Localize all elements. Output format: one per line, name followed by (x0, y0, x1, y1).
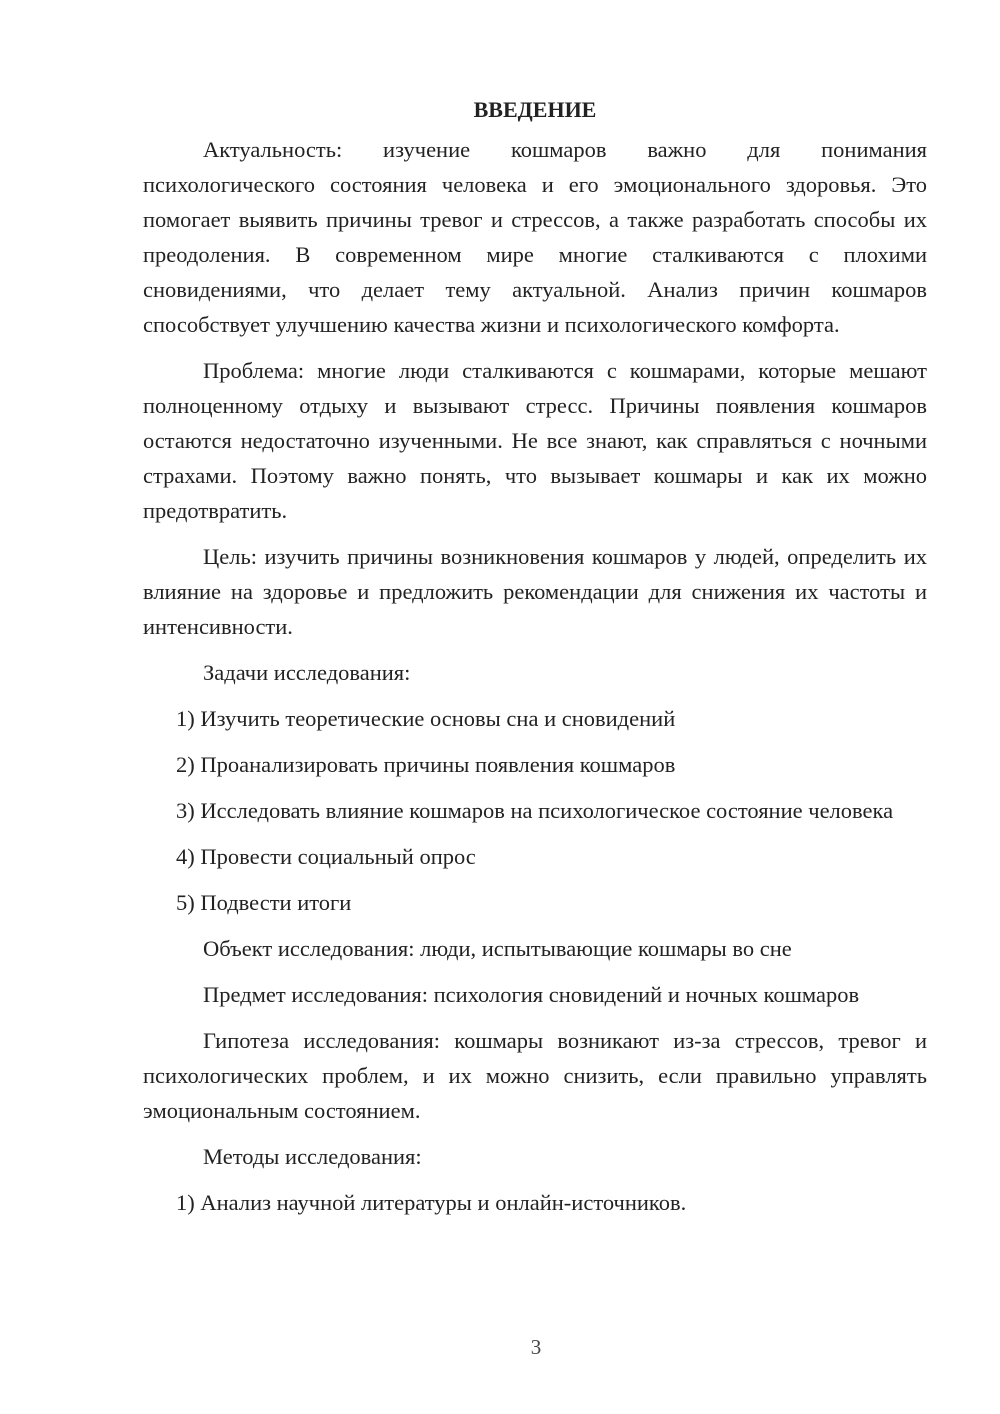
methods-heading: Методы исследования: (203, 1144, 422, 1169)
research-hypothesis: Гипотеза исследования: кошмары возникают из-за стрессов, тревог и психологических проблем, и их можно снизить, если правильно управлять эмоциональным состоянием. (143, 1028, 927, 1123)
task-item: 3) Исследовать влияние кошмаров на психологическое состояние человека (176, 798, 894, 823)
research-subject: Предмет исследования: психология сновидений и ночных кошмаров (203, 982, 860, 1007)
research-object: Объект исследования: люди, испытывающие кошмары во сне (203, 936, 792, 961)
task-item: 5) Подвести итоги (176, 890, 352, 915)
problem-paragraph: Проблема: многие люди сталкиваются с кошмарами, которые мешают полноценному отдыху и вызывают стресс. Причины появления кошмаров остаются недостаточно изученными. Не все знают, как справляться с ночными страхами. Поэтому важно понять, что вызывает кошмары и как их можно предотвратить. (143, 358, 927, 523)
task-item: 1) Изучить теоретические основы сна и сновидений (176, 706, 676, 731)
task-item: 2) Проанализировать причины появления кошмаров (176, 752, 676, 777)
method-item: 1) Анализ научной литературы и онлайн-источников. (176, 1190, 687, 1215)
tasks-heading: Задачи исследования: (203, 660, 411, 685)
page-title: ВВЕДЕНИЕ (473, 97, 597, 122)
relevance-paragraph: Актуальность: изучение кошмаров важно для понимания психологического состояния человека и его эмоционального здоровья. Это помогает выявить причины тревог и стрессов, а также разработать способы их преодоления. В современном мире многие сталкиваются с плохими сновидениями, что делает тему актуальной. Анализ причин кошмаров способствует улучшению качества жизни и психологического комфорта. (143, 137, 927, 337)
page-number: 3 (530, 1335, 542, 1359)
goal-paragraph: Цель: изучить причины возникновения кошмаров у людей, определить их влияние на здоровье и предложить рекомендации для снижения их частоты и интенсивности. (143, 544, 927, 639)
task-item: 4) Провести социальный опрос (176, 844, 476, 869)
document-body (143, 92, 927, 1231)
